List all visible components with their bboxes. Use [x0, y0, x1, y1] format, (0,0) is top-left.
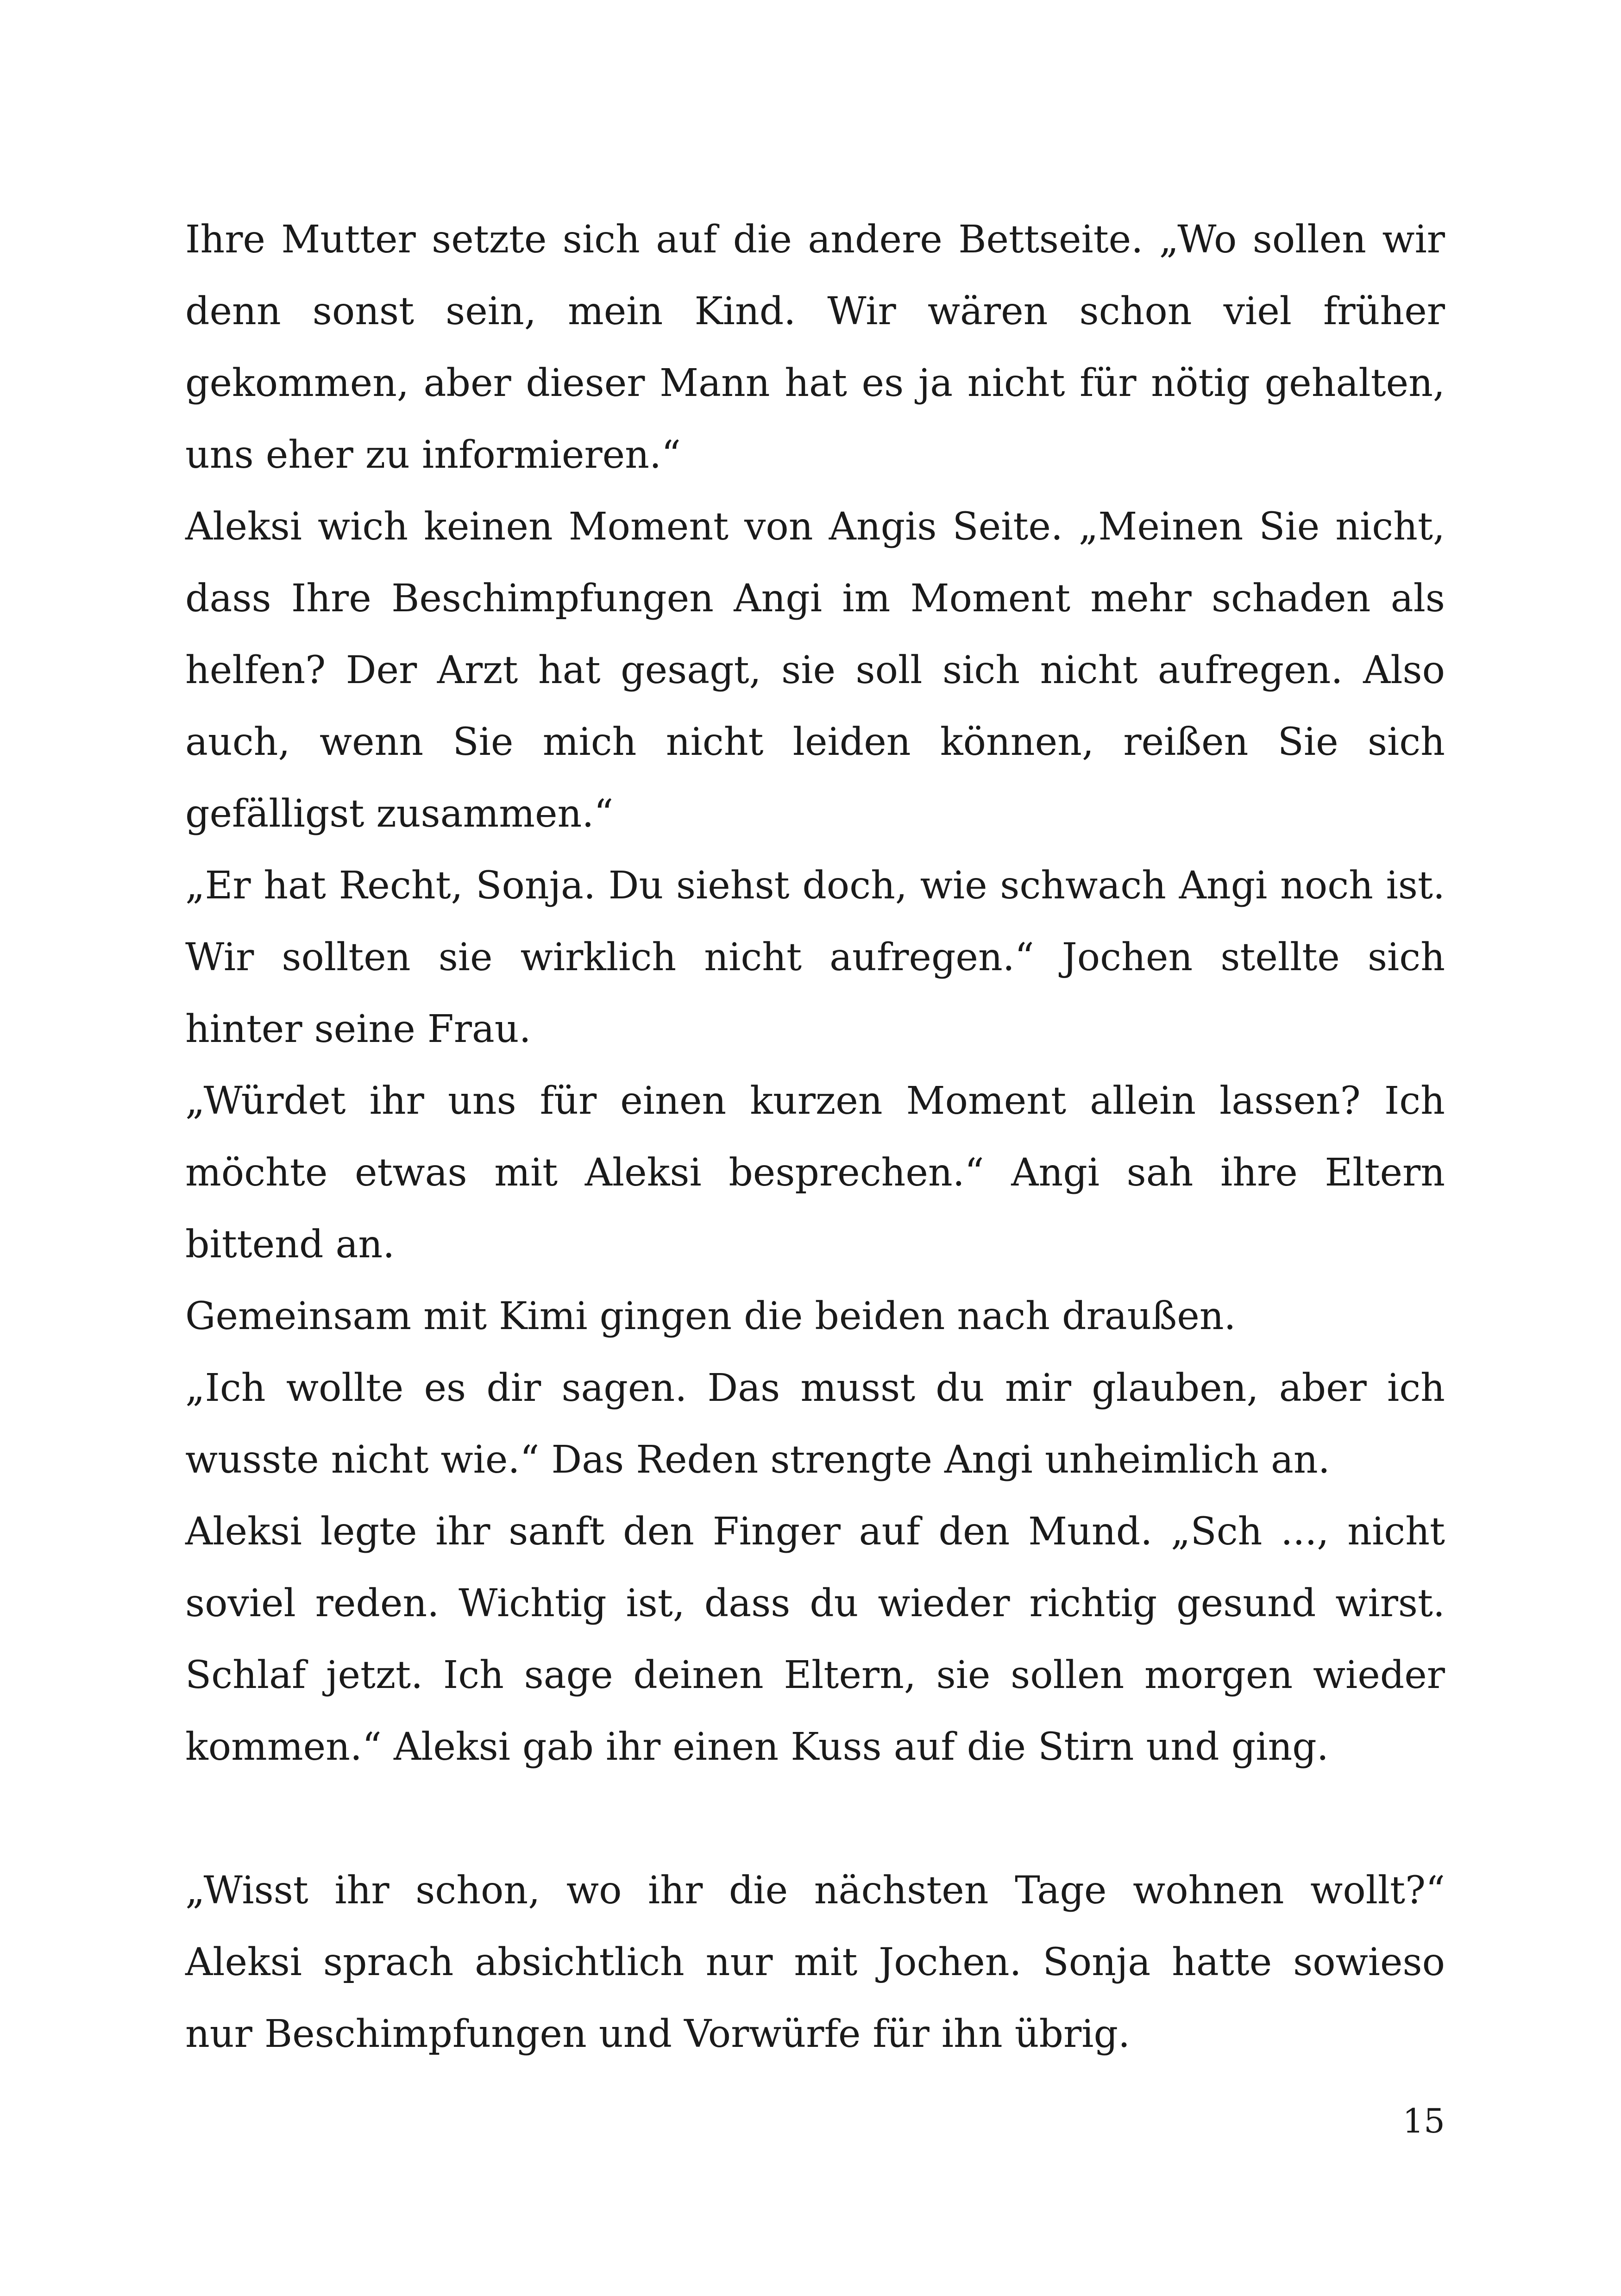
paragraph-2: Aleksi wich keinen Moment von Angis Seite. „Meinen Sie nicht, dass Ihre Beschimpfungen Angi im Moment mehr schaden als helfen? Der Arzt hat gesagt, sie soll sich nicht aufregen. Also auch, wenn Sie mich nicht leiden können, reißen Sie sich gefälligst zusammen.“: [185, 505, 1445, 836]
paragraph-5: Gemeinsam mit Kimi gingen die beiden nach draußen.: [185, 1294, 1236, 1338]
paragraph-6: „Ich wollte es dir sagen. Das musst du mir glauben, aber ich wusste nicht wie.“ Das Reden strengte Angi unheimlich an.: [185, 1366, 1445, 1482]
paragraph-3: „Er hat Recht, Sonja. Du siehst doch, wie schwach Angi noch ist. Wir sollten sie wirklich nicht aufregen.“ Jochen stellte sich hinter seine Frau.: [185, 864, 1445, 1051]
paragraph-1: Ihre Mutter setzte sich auf die andere Bettseite. „Wo sollen wir denn sonst sein, mein Kind. Wir wären schon viel früher gekommen, aber dieser Mann hat es ja nicht für nötig gehalten, uns eher zu informieren.“: [185, 218, 1445, 477]
page-number: 15: [1402, 2102, 1445, 2140]
paragraph-7: Aleksi legte ihr sanft den Finger auf den Mund. „Sch ..., nicht soviel reden. Wichtig ist, dass du wieder richtig gesund wirst. Schlaf jetzt. Ich sage deinen Eltern, sie sollen morgen wieder kommen.“ Aleksi gab ihr einen Kuss auf die Stirn und ging.: [185, 1510, 1445, 1769]
body-text: [185, 204, 1445, 2070]
paragraph-4: „Würdet ihr uns für einen kurzen Moment allein lassen? Ich möchte etwas mit Aleksi besprechen.“ Angi sah ihre Eltern bittend an.: [185, 1079, 1445, 1267]
paragraph-8: „Wisst ihr schon, wo ihr die nächsten Tage wohnen wollt?“ Aleksi sprach absichtlich nur mit Jochen. Sonja hatte sowieso nur Beschimpfungen und Vorwürfe für ihn übrig.: [185, 1869, 1445, 2056]
